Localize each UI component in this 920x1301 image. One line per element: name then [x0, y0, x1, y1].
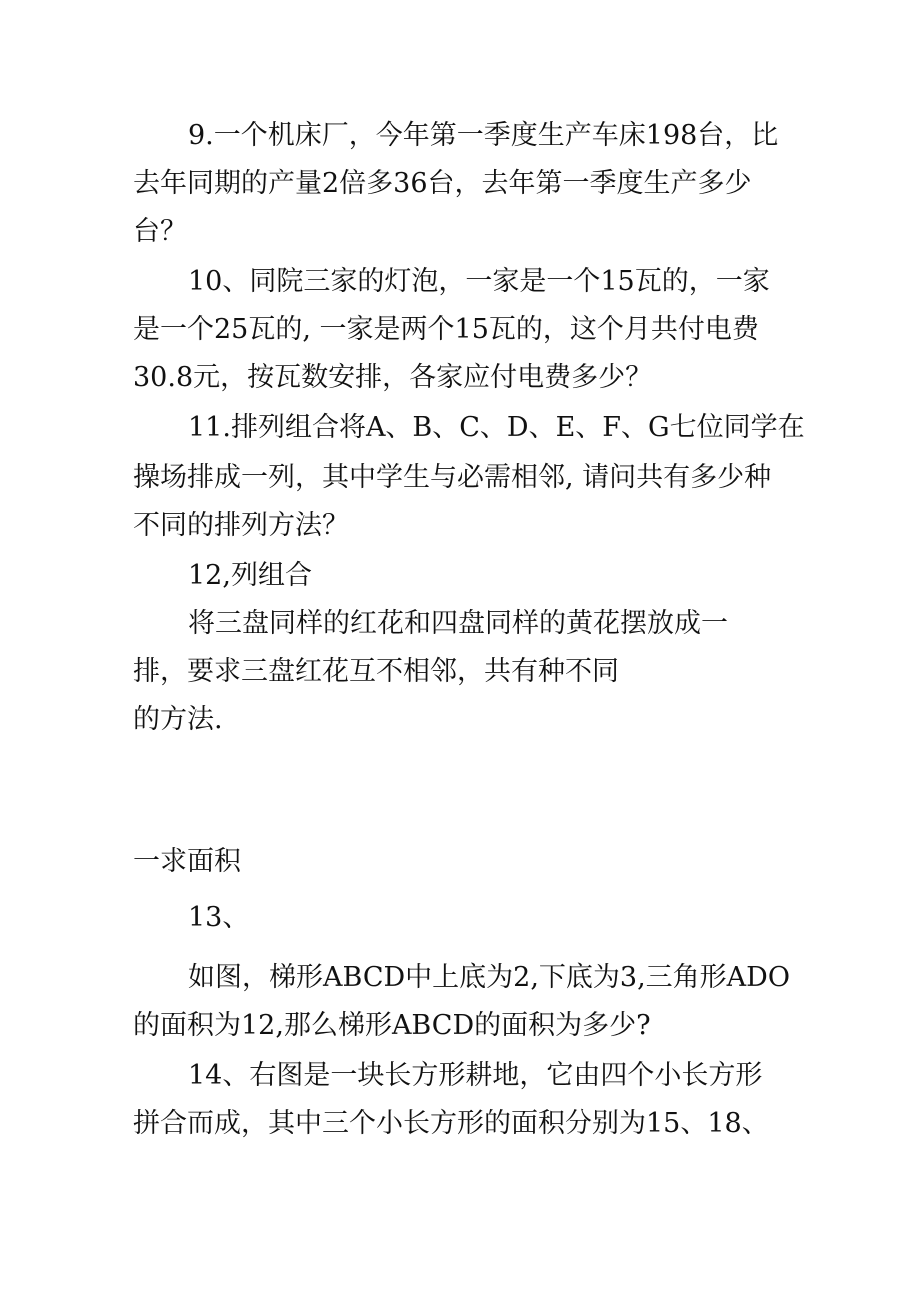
q12-line-2: 排，要求三盘红花互不相邻，共有种不同: [133, 656, 619, 687]
section-heading: 一求面积: [133, 846, 241, 877]
q14-line-2: 拼合而成，其中三个小长方形的面积分别为15、18、: [133, 1108, 769, 1139]
q13-line-2: 的面积为12,那么梯形ABCD的面积为多少?: [133, 1010, 651, 1041]
q10-line-3: 30.8元，按瓦数安排，各家应付电费多少？: [133, 362, 653, 393]
q9-line-1: 9.一个机床厂，今年第一季度生产车床198台，比: [188, 120, 779, 151]
q13-number: 13、: [188, 902, 250, 933]
q12-line-3: 的方法.: [133, 704, 223, 735]
q14-line-1: 14、右图是一块长方形耕地，它由四个小长方形: [188, 1060, 763, 1091]
q12-heading: 12,列组合: [188, 560, 312, 591]
q10-line-1: 10、同院三家的灯泡，一家是一个15瓦的，一家: [188, 266, 770, 297]
q13-line-1: 如图，梯形ABCD中上底为2,下底为3,三角形ADO: [188, 962, 790, 993]
q9-line-2: 去年同期的产量2倍多36台，去年第一季度生产多少: [133, 168, 752, 199]
q10-line-2: 是一个25瓦的, 一家是两个15瓦的，这个月共付电费: [133, 314, 759, 345]
q11-line-1: 11.排列组合将A、B、C、D、E、F、G七位同学在: [188, 412, 805, 443]
q11-line-3: 不同的排列方法？: [133, 510, 349, 541]
q11-line-2: 操场排成一列，其中学生与必需相邻, 请问共有多少种: [133, 462, 772, 493]
q12-line-1: 将三盘同样的红花和四盘同样的黄花摆放成一: [188, 608, 728, 639]
q9-line-3: 台？: [133, 216, 187, 247]
